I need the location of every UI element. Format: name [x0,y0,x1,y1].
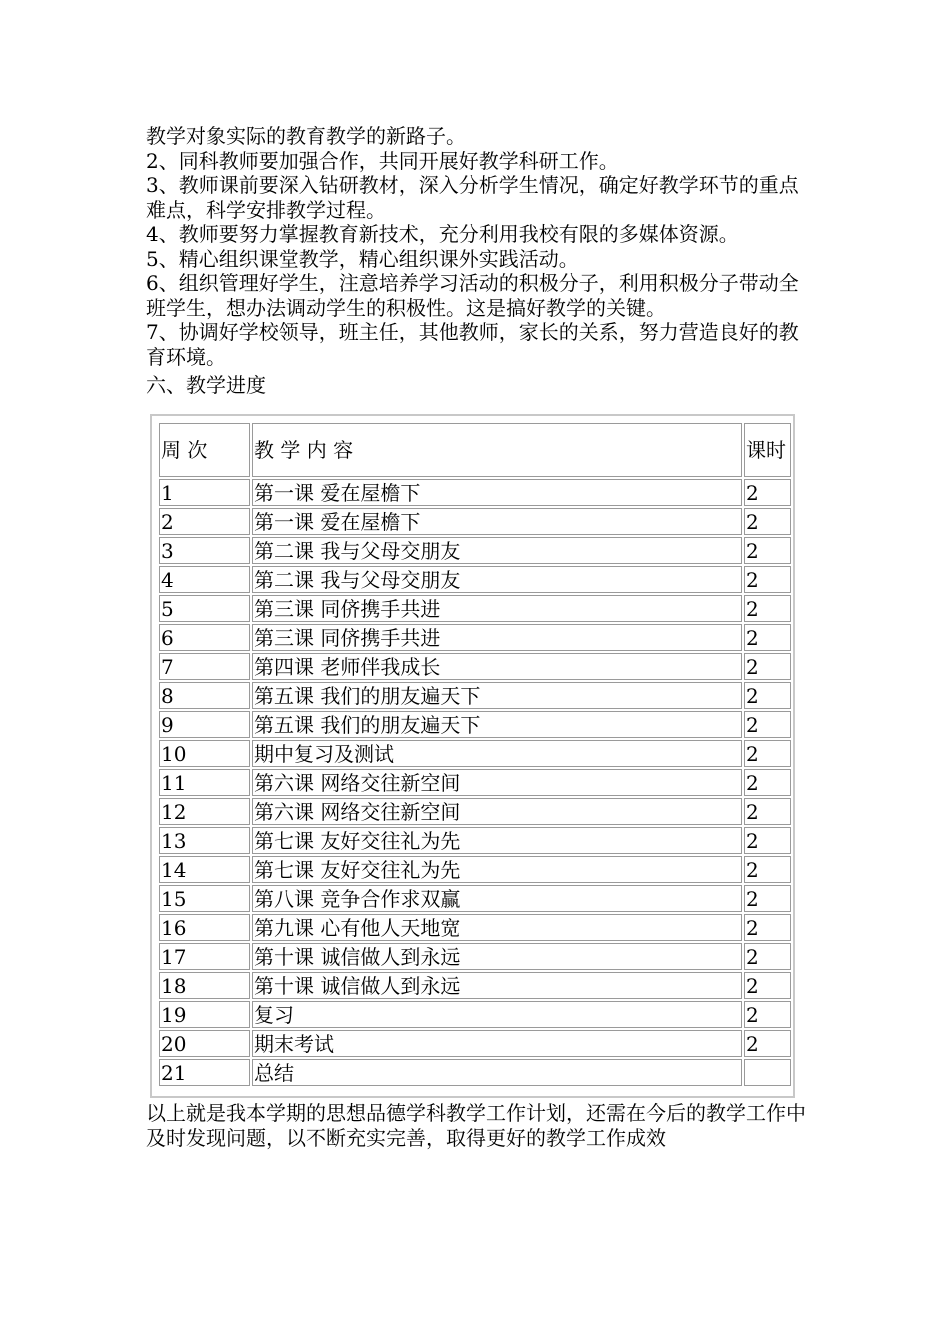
table-row [159,1001,791,1028]
table-row [159,885,791,912]
table-row [159,653,791,680]
content-cell: 第二课 我与父母交朋友 [252,566,742,593]
content-cell: 第三课 同侪携手共进 [252,624,742,651]
week-cell: 16 [159,914,250,941]
table-row [159,624,791,651]
hours-cell: 2 [744,769,791,796]
hours-cell: 2 [744,682,791,709]
hours-cell: 2 [744,827,791,854]
content-cell: 第三课 同侪携手共进 [252,595,742,622]
hours-cell [744,1059,791,1086]
table-row [159,769,791,796]
intro-paragraphs [146,124,816,369]
hours-cell: 2 [744,972,791,999]
table-row [159,479,791,506]
table-row [159,566,791,593]
content-cell: 第十课 诚信做人到永远 [252,972,742,999]
content-cell: 期末考试 [252,1030,742,1057]
week-cell: 3 [159,537,250,564]
hours-cell: 2 [744,1001,791,1028]
intro-line: 7、协调好学校领导，班主任，其他教师，家长的关系，努力营造良好的教育环境。 [146,320,799,369]
hours-cell: 2 [744,595,791,622]
table-row [159,740,791,767]
hours-cell: 2 [744,856,791,883]
table-row [159,537,791,564]
intro-line: 教学对象实际的教育教学的新路子。 [146,124,466,148]
table-row [159,595,791,622]
intro-line: 2、同科教师要加强合作，共同开展好教学科研工作。 [146,148,619,173]
hours-cell: 2 [744,566,791,593]
week-cell: 13 [159,827,250,854]
content-cell: 第五课 我们的朋友遍天下 [252,711,742,738]
content-cell: 第五课 我们的朋友遍天下 [252,682,742,709]
hours-cell: 2 [744,624,791,651]
table-row [159,682,791,709]
content-cell: 第九课 心有他人天地宽 [252,914,742,941]
hours-cell: 2 [744,914,791,941]
hours-cell: 2 [744,711,791,738]
intro-line: 3、教师课前要深入钻研教材，深入分析学生情况，确定好教学环节的重点难点，科学安排教学过程。 [146,173,799,222]
content-cell: 第七课 友好交往礼为先 [252,827,742,854]
hours-cell: 2 [744,653,791,680]
content-cell: 第四课 老师伴我成长 [252,653,742,680]
week-cell: 5 [159,595,250,622]
intro-line: 4、教师要努力掌握教育新技术，充分利用我校有限的多媒体资源。 [146,222,739,246]
content-cell: 总结 [252,1059,742,1086]
hours-cell: 2 [744,885,791,912]
week-cell: 19 [159,1001,250,1028]
week-cell: 21 [159,1059,250,1086]
week-cell: 9 [159,711,250,738]
table-header-row [159,423,791,477]
table-row [159,1030,791,1057]
table-row [159,972,791,999]
week-cell: 11 [159,769,250,796]
header-hours: 课时 [744,423,791,477]
content-cell: 第一课 爱在屋檐下 [252,479,742,506]
week-cell: 7 [159,653,250,680]
week-cell: 12 [159,798,250,825]
content-cell: 第八课 竞争合作求双赢 [252,885,742,912]
week-cell: 18 [159,972,250,999]
content-cell: 第一课 爱在屋檐下 [252,508,742,535]
content-cell: 第六课 网络交往新空间 [252,798,742,825]
intro-line: 5、精心组织课堂教学，精心组织课外实践活动。 [146,246,579,271]
hours-cell: 2 [744,537,791,564]
content-cell: 期中复习及测试 [252,740,742,767]
table-row [159,943,791,970]
table-row [159,1059,791,1086]
week-cell: 10 [159,740,250,767]
table-row [159,827,791,854]
week-cell: 4 [159,566,250,593]
content-cell: 复习 [252,1001,742,1028]
content-cell: 第十课 诚信做人到永远 [252,943,742,970]
header-week: 周 次 [159,423,250,477]
week-cell: 14 [159,856,250,883]
hours-cell: 2 [744,798,791,825]
table-row [159,711,791,738]
header-content: 教 学 内 容 [252,423,742,477]
table-row [159,914,791,941]
week-cell: 15 [159,885,250,912]
conclusion-paragraph: 以上就是我本学期的思想品德学科教学工作计划，还需在今后的教学工作中及时发现问题，以不断充实完善，取得更好的教学工作成效 [146,1101,806,1150]
week-cell: 6 [159,624,250,651]
content-cell: 第六课 网络交往新空间 [252,769,742,796]
schedule-table [157,421,793,1088]
section-heading: 六、教学进度 [146,373,266,397]
hours-cell: 2 [744,479,791,506]
content-cell: 第七课 友好交往礼为先 [252,856,742,883]
intro-line: 6、组织管理好学生，注意培养学习活动的积极分子，利用积极分子带动全班学生，想办法调动学生的积极性。这是搞好教学的关键。 [146,271,799,320]
hours-cell: 2 [744,943,791,970]
table-row [159,856,791,883]
week-cell: 1 [159,479,250,506]
hours-cell: 2 [744,1030,791,1057]
week-cell: 17 [159,943,250,970]
week-cell: 20 [159,1030,250,1057]
hours-cell: 2 [744,508,791,535]
content-cell: 第二课 我与父母交朋友 [252,537,742,564]
table-row [159,508,791,535]
week-cell: 2 [159,508,250,535]
week-cell: 8 [159,682,250,709]
schedule-table-frame [150,414,795,1098]
hours-cell: 2 [744,740,791,767]
table-row [159,798,791,825]
